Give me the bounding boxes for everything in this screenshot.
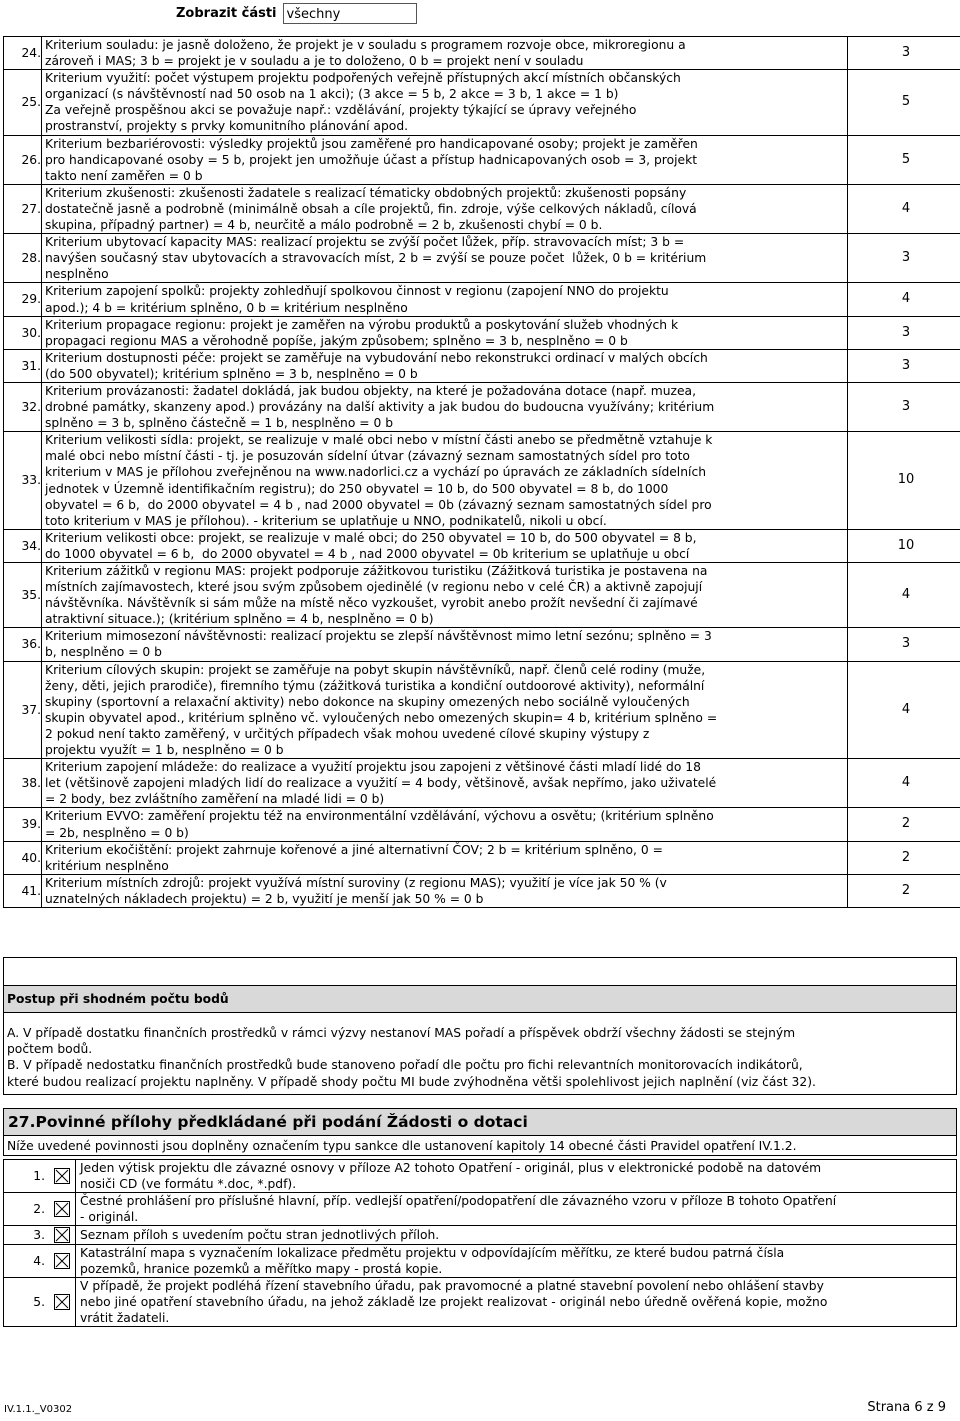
empty-section [3,957,957,986]
criterion-number: 34. [4,529,42,562]
criterion-points: 4 [848,563,960,628]
filter-label: Zobrazit části [176,5,277,21]
criterion-text-line: Kriterium dostupnosti péče: projekt se zaměřuje na vybudování nebo rekonstrukci ordinací v malých obcích [45,350,708,365]
attachment-checkbox-cell [49,1193,76,1226]
section27-title: 27.Povinné přílohy předkládané při podání Žádosti o dotaci [4,1109,957,1136]
attachment-checkbox-cell [49,1278,76,1327]
criterion-text-line: uznatelných nákladech projektu) = 2 b, využití je menší jak 50 % = 0 b [45,891,484,906]
checkbox-cross-icon [55,1202,69,1216]
attachment-checkbox-cell [49,1160,76,1193]
attachment-checkbox[interactable] [54,1227,70,1243]
criterion-text-line: = 2 body, bez zvláštního zaměření na mladé lidi = 0 b) [45,792,385,807]
attachment-row [4,1278,957,1327]
criterion-text [42,529,848,562]
checkbox-cross-icon [55,1228,69,1242]
criterion-text-line: Kriterium místních zdrojů: projekt využívá místní suroviny (z regionu MAS); využití je více jak 50 % (v [45,875,667,890]
criterion-number: 25. [4,70,42,135]
criterion-text-line: propagaci regionu MAS a věrohodně popíše, jakým způsobem; splněno = 3 b, nesplněno = 0 b [45,333,628,348]
criterion-text-line: obyvatel = 6 b, do 2000 obyvatel = 4 b , nad 2000 obyvatel = 0b (závazný seznam samostatných sídel pro [45,497,712,512]
criterion-text-line: b, nesplněno = 0 b [45,645,162,660]
criterion-row [4,70,960,135]
attachment-row [4,1160,957,1193]
attachment-row [4,1226,957,1245]
criterion-points: 3 [848,382,960,431]
criterion-points: 4 [848,661,960,759]
attachment-number: 3. [4,1226,50,1245]
criterion-text-line: 2 pokud není takto zaměřený, v určitých případech však mohou uvedené cílové skupiny výstupy z [45,726,650,741]
criterion-number: 30. [4,316,42,349]
criterion-number: 35. [4,563,42,628]
criterion-row [4,628,960,661]
attachment-text [76,1160,957,1193]
criterion-points: 2 [848,808,960,841]
attachment-text-line: vrátit žadateli. [80,1311,170,1325]
criterion-number: 27. [4,184,42,233]
criterion-number: 33. [4,432,42,530]
criterion-text-line: takto není zaměřen = 0 b [45,168,203,183]
criterion-text-line: zároveň i MAS; 3 b = projekt je v souladu a je to doloženo, 0 b = projekt není v souladu [45,54,584,69]
criterion-text-line: místních zajímavostech, které jsou svým způsobem ojedinělé (v regionu nebo v celé ČR) a aktivně zapojují [45,580,703,595]
criterion-row [4,808,960,841]
criterion-points: 3 [848,37,960,70]
attachment-row [4,1245,957,1278]
attachment-text-line: Čestné prohlášení pro příslušné hlavní, příp. vedlejší opatření/podopatření dle závazného vzoru v příloze B tohoto Opatření [80,1194,837,1208]
criterion-number: 38. [4,759,42,808]
criterion-text-line: Kriterium ekočištění: projekt zahrnuje kořenové a jiné alternativní ČOV; 2 b = kritérium splněno, 0 = [45,842,663,857]
criterion-text-line: Kriterium ubytovací kapacity MAS: realizací projektu se zvýší počet lůžek, příp. stravovacích míst; 3 b = [45,235,685,250]
attachment-text-line: Seznam příloh s uvedením počtu stran jednotlivých příloh. [80,1228,440,1242]
attachment-number: 4. [4,1245,50,1278]
attachment-text-line: V případě, že projekt podléhá řízení stavebního úřadu, pak pravomocné a platné stavební povolení nebo ohlášení stavby [80,1279,824,1293]
criterion-points: 3 [848,349,960,382]
criterion-text-line: kritérium nesplněno [45,858,169,873]
criterion-points: 3 [848,628,960,661]
checkbox-cross-icon [55,1169,69,1183]
tiebreak-line: A. V případě dostatku finančních prostředků v rámci výzvy nestanoví MAS pořadí a příspěvek obdrží všechny žádosti se stejným [7,1026,796,1040]
criterion-number: 39. [4,808,42,841]
criterion-text-line: skupina, případný partner) = 4 b, neurčitě a málo podrobně = 2 b, zkušenosti chybí = 0 b. [45,218,603,233]
attachments-section-header [3,1108,957,1156]
criterion-row [4,234,960,283]
criterion-row [4,841,960,874]
criterion-points: 5 [848,135,960,184]
criterion-text-line: Kriterium zapojení spolků: projekty zohledňují spolkovou činnost v regionu (zapojení NNO do projektu [45,284,669,299]
section27-intro: Níže uvedené povinnosti jsou doplněny označením typu sankce dle ustanovení kapitoly 14 obecné části Pravidel opatření IV.1.2. [4,1136,957,1156]
criterion-text [42,37,848,70]
criterion-text [42,759,848,808]
attachment-checkbox-cell [49,1245,76,1278]
attachment-text [76,1193,957,1226]
criterion-text [42,874,848,907]
criterion-text-line: Kriterium bezbariérovosti: výsledky projektů jsou zaměřené pro handicapované osoby; projekt je zaměřen [45,136,698,151]
criterion-text-line: (do 500 obyvatel); kritérium splněno = 3 b, nesplněno = 0 b [45,366,418,381]
attachment-checkbox[interactable] [54,1253,70,1269]
criterion-text-line: malé obci nebo místní části - tj. je posuzován sídelní útvar (závazný seznam samostatných sídel pro toto [45,449,690,464]
attachment-number: 1. [4,1160,50,1193]
criterion-number: 31. [4,349,42,382]
attachment-text-line: - originál. [80,1210,139,1224]
checkbox-cross-icon [55,1295,69,1309]
criterion-text [42,432,848,530]
criterion-row [4,874,960,907]
criterion-text-line: = 2b, nesplněno = 0 b) [45,825,189,840]
page-number: Strana 6 z 9 [867,1400,946,1415]
criterion-text-line: ženy, děti, jejich prarodiče), firemního týmu (zážitková turistika a kondiční outdoorové aktivity), neformální [45,678,705,693]
criterion-text [42,841,848,874]
criterion-row [4,529,960,562]
filter-bar [176,2,417,24]
tiebreak-title: Postup při shodném počtu bodů [4,986,957,1013]
criterion-text-line: dostatečně jasně a podrobně (minimálně obsah a cíle projektů, fin. zdroje, výše celkových nákladů, cílová [45,201,697,216]
criterion-text-line: projektu využít = 1 b, nesplněno = 0 b [45,743,284,758]
criterion-row [4,37,960,70]
attachment-text [76,1245,957,1278]
criterion-text [42,70,848,135]
attachment-number: 2. [4,1193,50,1226]
checkbox-cross-icon [55,1254,69,1268]
criterion-text-line: Kriterium mimosezoní návštěvnosti: realizací projektu se zlepší návštěvnost mimo letní sezónu; splněno = 3 [45,629,712,644]
attachment-checkbox[interactable] [54,1294,70,1310]
criterion-points: 10 [848,529,960,562]
criterion-text [42,283,848,316]
criteria-table [3,36,960,908]
attachment-checkbox-cell [49,1226,76,1245]
attachment-text-line: Katastrální mapa s vyznačením lokalizace předmětu projektu v odpovídajícím měřítku, ze které budou patrná čísla [80,1246,785,1260]
criterion-points: 4 [848,184,960,233]
criterion-row [4,184,960,233]
criterion-text [42,382,848,431]
criterion-text-line: kriterium v MAS je přílohou zveřejněnou na www.nadorlici.cz a vychází po úpravách ze základních sídelních [45,465,706,480]
criterion-points: 3 [848,234,960,283]
criterion-text [42,661,848,759]
criterion-row [4,349,960,382]
criterion-text-line: drobné památky, skanzeny apod.) provázány na další aktivity a jak budou do budoucna využívány; kritérium [45,400,715,415]
criterion-text-line: do 1000 obyvatel = 6 b, do 2000 obyvatel = 4 b , nad 2000 obyvatel = 0b kriterium se uplatňuje u obcí [45,546,690,561]
criterion-text [42,628,848,661]
attachment-text-line: nebo jiné opatření stavebního úřadu, na jehož základě lze projekt realizovat - originál nebo úředně ověřená kopie, možno [80,1295,828,1309]
criterion-text-line: navýšen současný stav ubytovacích a stravovacích míst, 2 b = zvýší se pouze počet lůžek, 0 b = kritérium [45,251,707,266]
criterion-points: 2 [848,841,960,874]
attachment-text-line: Jeden výtisk projektu dle závazné osnovy v příloze A2 tohoto Opatření - originál, plus v elektronické podobě na datovém [80,1161,822,1175]
criterion-text [42,184,848,233]
criterion-points: 4 [848,283,960,316]
criterion-text-line: nesplněno [45,267,109,282]
criterion-number: 29. [4,283,42,316]
criterion-number: 28. [4,234,42,283]
tiebreak-line: počtem bodů. [7,1042,93,1057]
criterion-text-line: apod.); 4 b = kritérium splněno, 0 b = kritérium nesplněno [45,300,408,315]
attachment-checkbox[interactable] [54,1201,70,1217]
attachment-text-line: nosiči CD (ve formátu *.doc, *.pdf). [80,1177,297,1191]
attachment-checkbox[interactable] [54,1168,70,1184]
criterion-row [4,283,960,316]
criterion-number: 36. [4,628,42,661]
criterion-text [42,349,848,382]
criterion-text-line: prostranství, projekty s prvky komunitního plánování apod. [45,119,409,134]
criterion-number: 32. [4,382,42,431]
tiebreak-section [3,985,957,1095]
tiebreak-text [4,1013,957,1095]
criterion-text [42,135,848,184]
criterion-row [4,316,960,349]
criterion-text-line: jednotek v Územně identifikačním registru); do 250 obyvatel = 10 b, do 500 obyvatel = 8 b, do 1000 [45,481,669,496]
criterion-text-line: splněno = 3 b, splněno částečně = 1 b, nesplněno = 0 b [45,416,394,431]
criterion-text-line: Kriterium zkušenosti: zkušenosti žadatele s realizací tématicky obdobných projektů: zkušenosti popsány [45,185,687,200]
attachment-text [76,1226,957,1245]
criterion-row [4,135,960,184]
attachment-number: 5. [4,1278,50,1327]
criterion-points: 5 [848,70,960,135]
criterion-number: 26. [4,135,42,184]
criterion-text-line: Kriterium souladu: je jasně doloženo, že projekt je v souladu s programem rozvoje obce, mikroregionu a [45,38,686,52]
criterion-text-line: Kriterium provázanosti: žadatel dokládá, jak budou objekty, na které je požadována dotace (např. muzea, [45,383,697,398]
criterion-points: 10 [848,432,960,530]
criterion-text-line: Kriterium velikosti sídla: projekt, se realizuje v malé obci nebo v místní části anebo se předmětně vztahuje k [45,433,713,448]
criterion-text-line: atraktivní situace.); (kritérium splněno = 4 b, nesplněno = 0 b) [45,612,434,627]
tiebreak-line: B. V případě nedostatku finančních prostředků bude stanoveno pořadí dle počtu pro fichi relevantních monitorovacích indikátorů, [7,1058,803,1073]
criterion-row [4,759,960,808]
criterion-text-line: Kriterium EVVO: zaměření projektu též na environmentální vzdělávání, výchovu a osvětu; (kritérium splněno [45,809,714,824]
criterion-points: 3 [848,316,960,349]
criterion-text [42,234,848,283]
criterion-text-line: Za veřejně prospěšnou akci se považuje např.: vzdělávání, projekty týkající se úpravy veřejného [45,103,637,118]
criterion-text-line: Kriterium zážitků v regionu MAS: projekt podporuje zážitkovou turistiku (Zážitková turistika je postavena na [45,564,708,578]
criterion-text-line: skupiny (sportovní a relaxační aktivity) nebo dokonce na skupiny omezených nebo sociálně vyloučených [45,694,690,709]
criterion-number: 37. [4,661,42,759]
criterion-points: 4 [848,759,960,808]
attachment-text-line: pozemků, hranice pozemků a měřítko mapy - prostá kopie. [80,1262,443,1276]
criterion-row [4,563,960,628]
attachment-row [4,1193,957,1226]
attachments-table [3,1159,957,1327]
criterion-text-line: skupin obyvatel apod., kritérium splněno vč. vyloučených nebo omezených skupin= 4 b, kritérium splněno = [45,710,718,725]
doc-code: IV.1.1._V0302 [4,1404,73,1415]
criterion-text-line: pro handicapované osoby = 5 b, projekt jen umožňuje účast a přístup hadnicapovaných osob = 3, projekt [45,152,698,167]
criterion-number: 40. [4,841,42,874]
criterion-text-line: návštěvníka. Návštěvník si sám může na místě něco vyzkoušet, vyrobit anebo prožít nevšední či zajímavé [45,596,698,611]
attachment-text [76,1278,957,1327]
criterion-row [4,661,960,759]
criterion-row [4,432,960,530]
criterion-text-line: organizací (s návštěvností nad 50 osob na 1 akci); (3 akce = 5 b, 2 akce = 3 b, 1 akce = 1 b) [45,87,619,102]
tiebreak-line: které budou realizací projektu naplněny. V případě shody počtu MI bude zvýhodněna větši spolehlivost jejich naplnění (viz část 32). [7,1074,816,1089]
filter-select[interactable]: všechny [283,3,417,24]
criterion-text-line: Kriterium velikosti obce: projekt, se realizuje v malé obci; do 250 obyvatel = 10 b, do 500 obyvatel = 8 b, [45,530,697,545]
criterion-text-line: Kriterium využití: počet výstupem projektu podpořených veřejně přístupných akcí místních občanských [45,71,681,86]
criterion-text [42,316,848,349]
criterion-text-line: Kriterium propagace regionu: projekt je zaměřen na výrobu produktů a poskytování služeb vhodných k [45,317,679,332]
criterion-number: 24. [4,37,42,70]
criterion-text [42,808,848,841]
criterion-text-line: Kriterium cílových skupin: projekt se zaměřuje na pobyt skupin návštěvníků, např. členů celé rodiny (muže, [45,662,706,677]
criterion-number: 41. [4,874,42,907]
criterion-text-line: Kriterium zapojení mládeže: do realizace a využití projektu jsou zapojeni z většinové části mladí lidé do 18 [45,760,701,775]
criterion-row [4,382,960,431]
criterion-points: 2 [848,874,960,907]
criterion-text-line: toto kriterium v MAS je přílohou). - kriterium se uplatňuje u NNO, podnikatelů, nikoli u obcí. [45,513,607,528]
criterion-text [42,563,848,628]
criterion-text-line: let (většinově zapojeni mladých lidí do realizace a využití = 4 body, většinově, avšak nepřímo, jako uživatelé [45,776,717,791]
